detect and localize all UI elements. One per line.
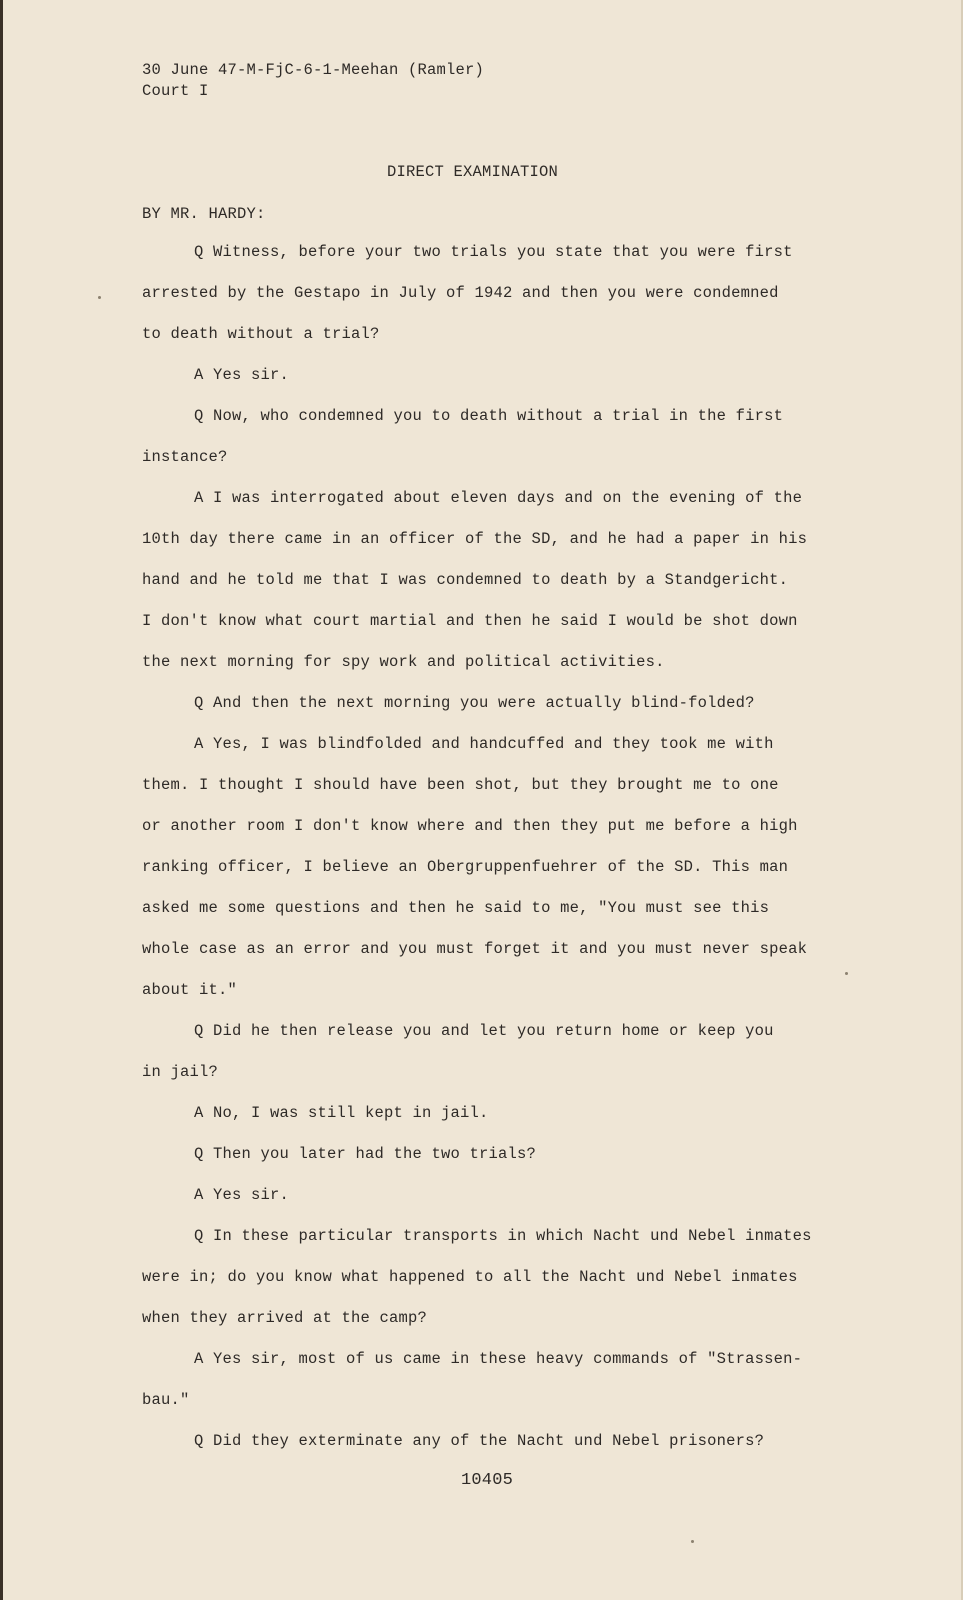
transcript-line: when they arrived at the camp?: [142, 1309, 428, 1327]
transcript-line: ranking officer, I believe an Obergruppenfuehrer of the SD. This man: [142, 858, 789, 876]
paper-speck: [845, 972, 848, 975]
examiner-line: BY MR. HARDY:: [142, 205, 266, 223]
transcript-line: arrested by the Gestapo in July of 1942 and then you were condemned: [142, 284, 779, 302]
transcript-line: A Yes, I was blindfolded and handcuffed and they took me with: [194, 735, 774, 753]
transcript-line: Q And then the next morning you were actually blind-folded?: [194, 694, 755, 712]
transcript-line: the next morning for spy work and political activities.: [142, 653, 665, 671]
transcript-line: I don't know what court martial and then he said I would be shot down: [142, 612, 798, 630]
transcript-line: or another room I don't know where and then they put me before a high: [142, 817, 798, 835]
transcript-line: A Yes sir.: [194, 366, 290, 384]
transcript-line: in jail?: [142, 1063, 219, 1081]
transcript-line: Q Did he then release you and let you return home or keep you: [194, 1022, 774, 1040]
paper-speck: [691, 1540, 694, 1543]
header-line-1: 30 June 47-M-FjC-6-1-Meehan (Ramler): [142, 61, 485, 79]
transcript-line: bau.": [142, 1391, 190, 1409]
transcript-line: Q Did they exterminate any of the Nacht und Nebel prisoners?: [194, 1432, 765, 1450]
transcript-line: whole case as an error and you must forget it and you must never speak: [142, 940, 808, 958]
page-number: 10405: [461, 1471, 514, 1490]
transcript-line: A No, I was still kept in jail.: [194, 1104, 489, 1122]
transcript-line: 10th day there came in an officer of the SD, and he had a paper in his: [142, 530, 808, 548]
transcript-line: A Yes sir.: [194, 1186, 290, 1204]
paper-speck: [98, 296, 101, 299]
transcript-line: asked me some questions and then he said to me, "You must see this: [142, 899, 770, 917]
transcript-line: them. I thought I should have been shot, but they brought me to one: [142, 776, 779, 794]
transcript-line: Q Witness, before your two trials you state that you were first: [194, 243, 793, 261]
transcript-line: Q Now, who condemned you to death without a trial in the first: [194, 407, 784, 425]
transcript-line: hand and he told me that I was condemned to death by a Standgericht.: [142, 571, 789, 589]
transcript-line: about it.": [142, 981, 238, 999]
transcript-line: to death without a trial?: [142, 325, 380, 343]
header-line-2: Court I: [142, 82, 209, 100]
section-title: DIRECT EXAMINATION: [387, 163, 559, 181]
transcript-line: A I was interrogated about eleven days and on the evening of the: [194, 489, 803, 507]
transcript-line: Q Then you later had the two trials?: [194, 1145, 537, 1163]
transcript-line: were in; do you know what happened to all the Nacht und Nebel inmates: [142, 1268, 798, 1286]
transcript-line: instance?: [142, 448, 228, 466]
transcript-line: Q In these particular transports in which Nacht und Nebel inmates: [194, 1227, 812, 1245]
transcript-line: A Yes sir, most of us came in these heavy commands of "Strassen-: [194, 1350, 803, 1368]
